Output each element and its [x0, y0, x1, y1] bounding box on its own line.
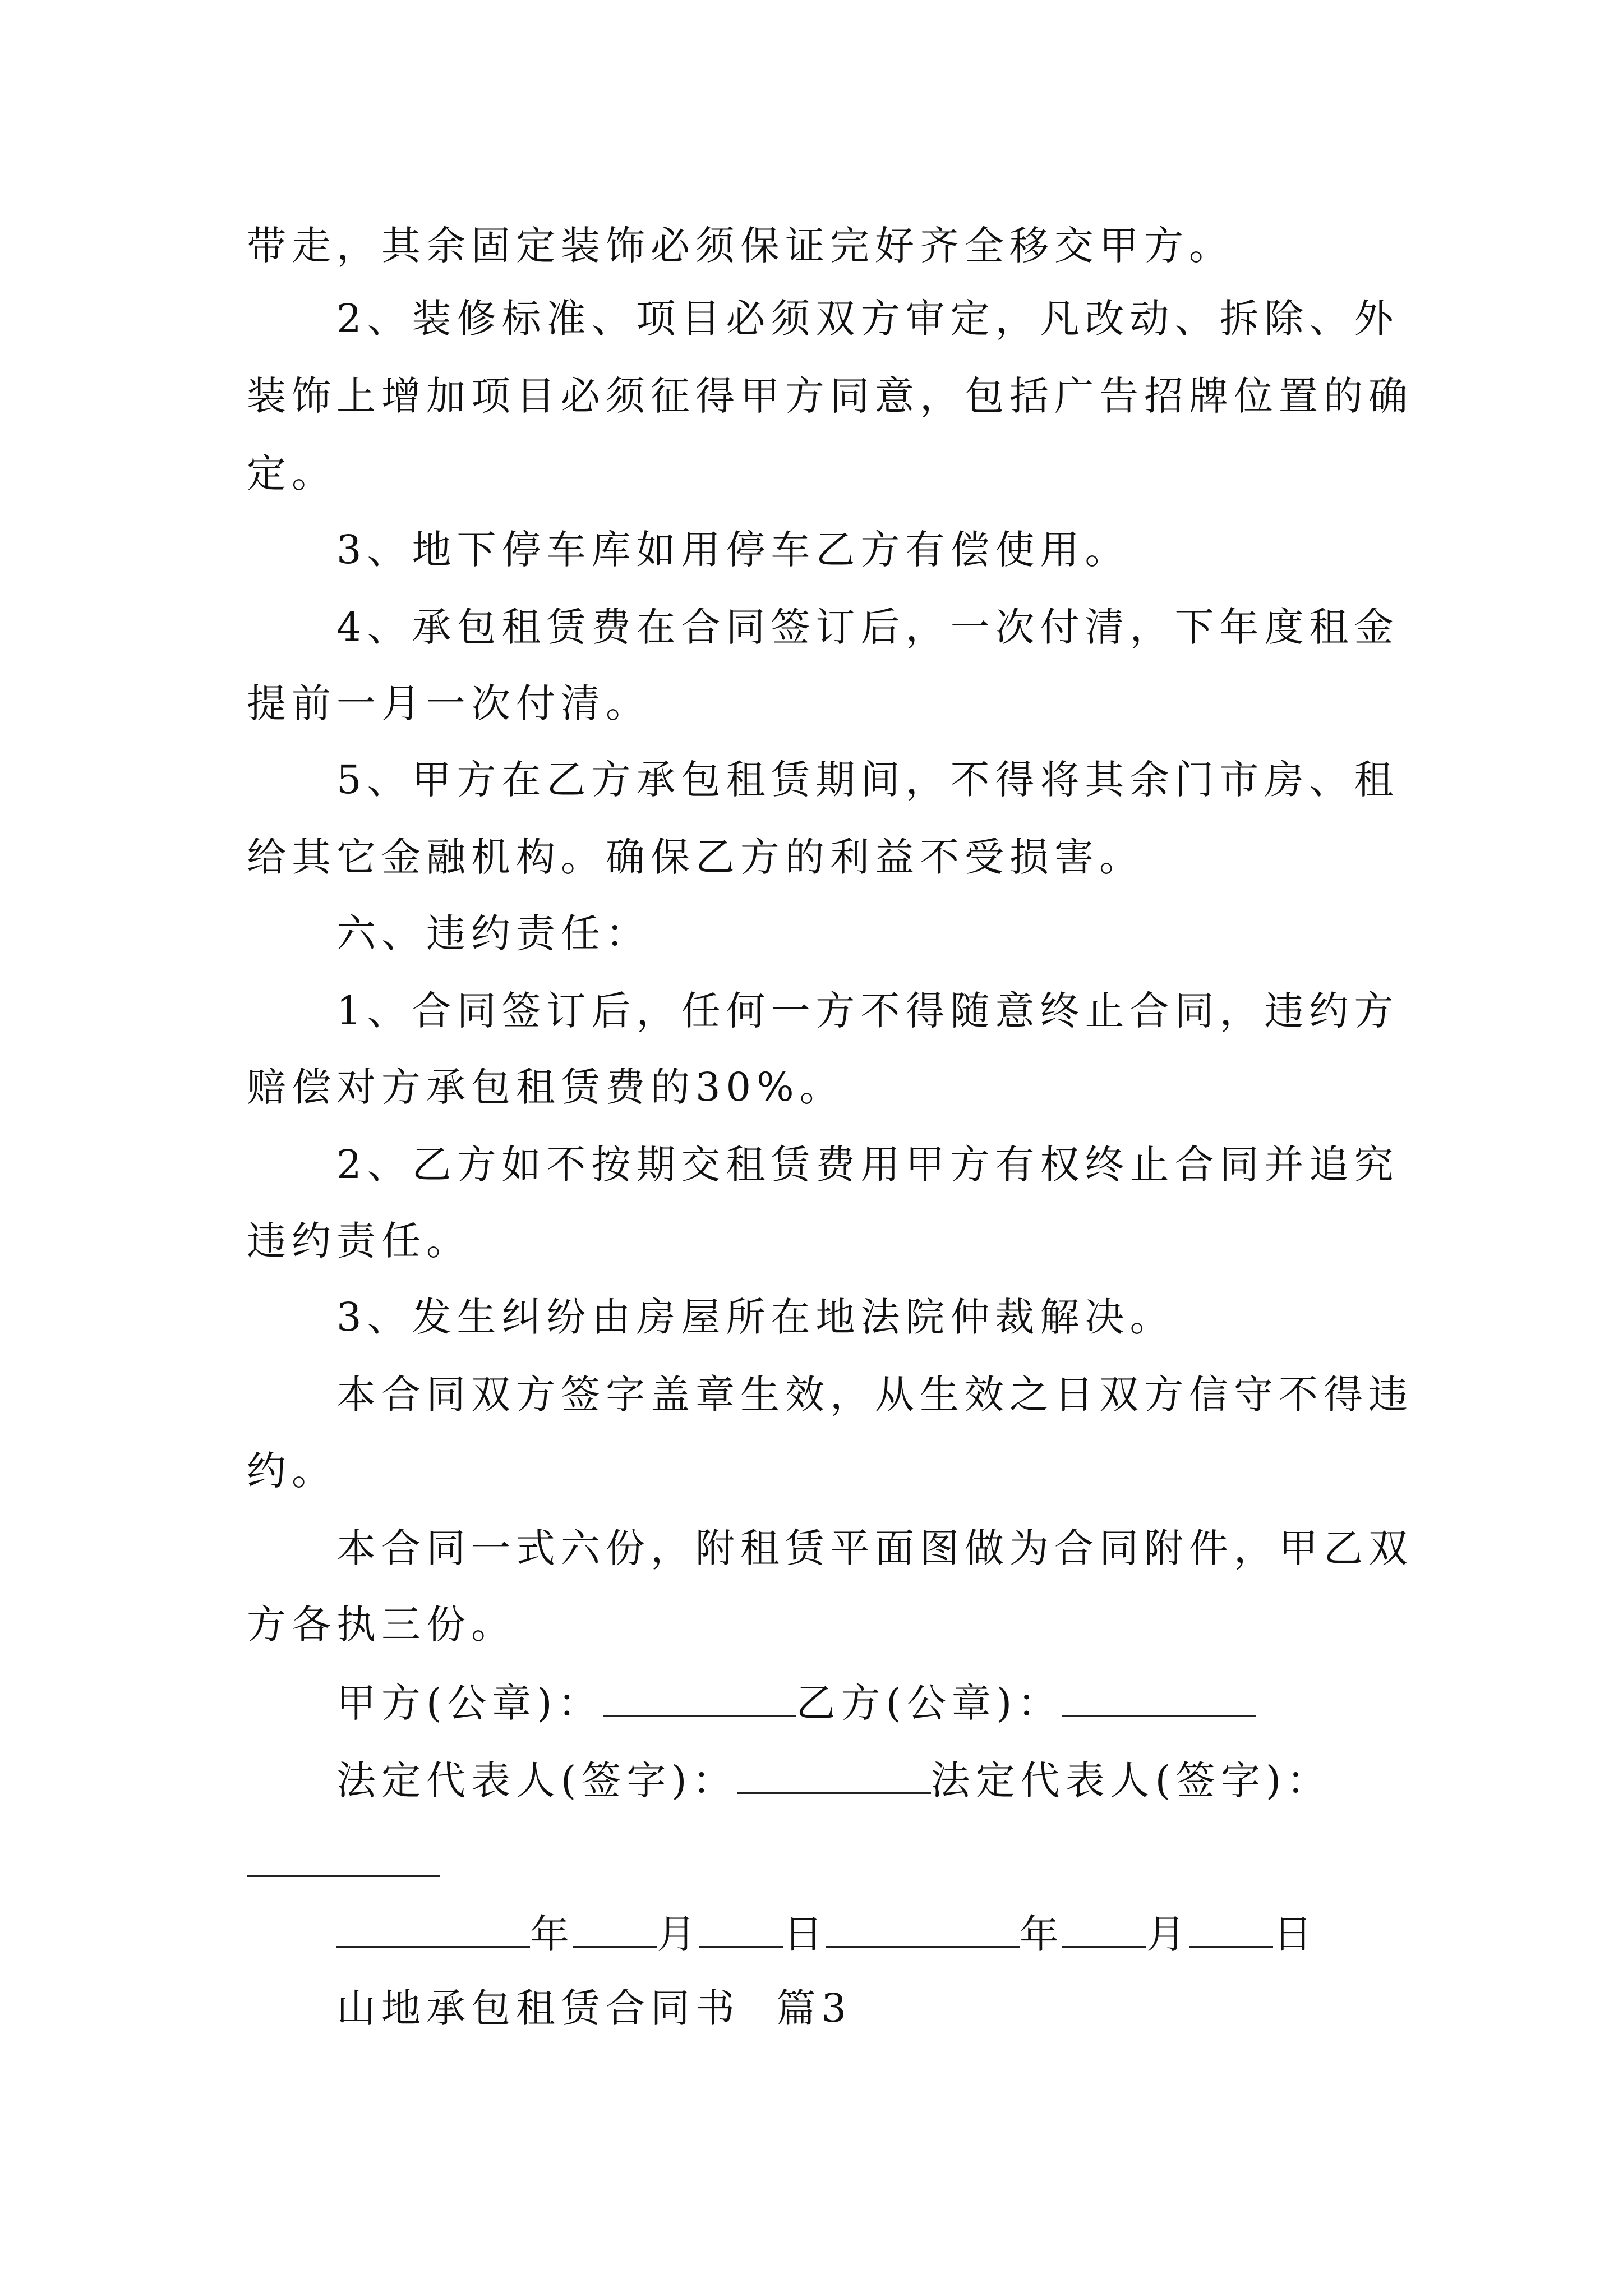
rep-a-label: 法定代表人(签字)： [336, 1757, 737, 1803]
paragraph-line: 本合同双方签字盖章生效，从生效之日双方信守不得违 [336, 1372, 1413, 1418]
section-heading: 六、违约责任： [336, 910, 651, 956]
paragraph-line: 2、乙方如不按期交租赁费用甲方有权终止合同并追究 [336, 1142, 1399, 1188]
paragraph-line: 定。 [247, 450, 336, 496]
paragraph-line: 装饰上增加项目必须征得甲方同意，包括广告招牌位置的确 [247, 373, 1413, 419]
paragraph-line: 带走，其余固定装饰必须保证完好齐全移交甲方。 [247, 223, 1234, 269]
year-b-blank[interactable] [826, 1907, 1020, 1948]
month-a-blank[interactable] [573, 1907, 657, 1948]
paragraph-line: 违约责任。 [247, 1218, 471, 1264]
paragraph-line: 1、合同签订后，任何一方不得随意终止合同，违约方 [336, 988, 1399, 1034]
party-a-seal-blank[interactable] [603, 1676, 796, 1717]
party-b-seal-blank[interactable] [1062, 1676, 1256, 1717]
party-b-seal-label: 乙方(公章)： [796, 1680, 1063, 1726]
paragraph-line: 提前一月一次付清。 [247, 680, 651, 726]
paragraph-line: 3、地下停车库如用停车乙方有偿使用。 [336, 527, 1130, 573]
rep-b-label: 法定代表人(签字)： [930, 1757, 1332, 1803]
party-a-seal-label: 甲方(公章)： [336, 1680, 603, 1726]
day-b-blank[interactable] [1189, 1907, 1273, 1948]
date-row [336, 1907, 1316, 1959]
day-label: 日 [1273, 1911, 1316, 1957]
paragraph-line: 给其它金融机构。确保乙方的利益不受损害。 [247, 834, 1144, 880]
paragraph-line: 约。 [247, 1448, 336, 1494]
next-section-title: 山地承包租赁合同书 篇3 [336, 1985, 852, 2031]
paragraph-line: 本合同一式六份，附租赁平面图做为合同附件，甲乙双 [336, 1525, 1413, 1571]
rep-a-signature-blank[interactable] [737, 1753, 931, 1794]
month-label: 月 [1146, 1911, 1189, 1957]
representative-row [336, 1753, 1331, 1806]
paragraph-line: 3、发生纠纷由房屋所在地法院仲裁解决。 [336, 1294, 1175, 1340]
seal-row [336, 1676, 1256, 1728]
year-label: 年 [530, 1911, 573, 1957]
paragraph-line: 5、甲方在乙方承包租赁期间，不得将其余门市房、租 [336, 757, 1399, 803]
month-label: 月 [657, 1911, 699, 1957]
paragraph-line: 2、装修标准、项目必须双方审定，凡改动、拆除、外 [336, 296, 1399, 342]
day-a-blank[interactable] [699, 1907, 783, 1948]
rep-b-signature-blank[interactable] [247, 1875, 440, 1877]
year-label: 年 [1020, 1911, 1062, 1957]
paragraph-line: 方各执三份。 [247, 1602, 516, 1648]
day-label: 日 [783, 1911, 826, 1957]
paragraph-line: 赔偿对方承包租赁费的30%。 [247, 1064, 845, 1110]
month-b-blank[interactable] [1062, 1907, 1146, 1948]
paragraph-line: 4、承包租赁费在合同签订后，一次付清，下年度租金 [336, 604, 1399, 650]
year-a-blank[interactable] [336, 1907, 530, 1948]
